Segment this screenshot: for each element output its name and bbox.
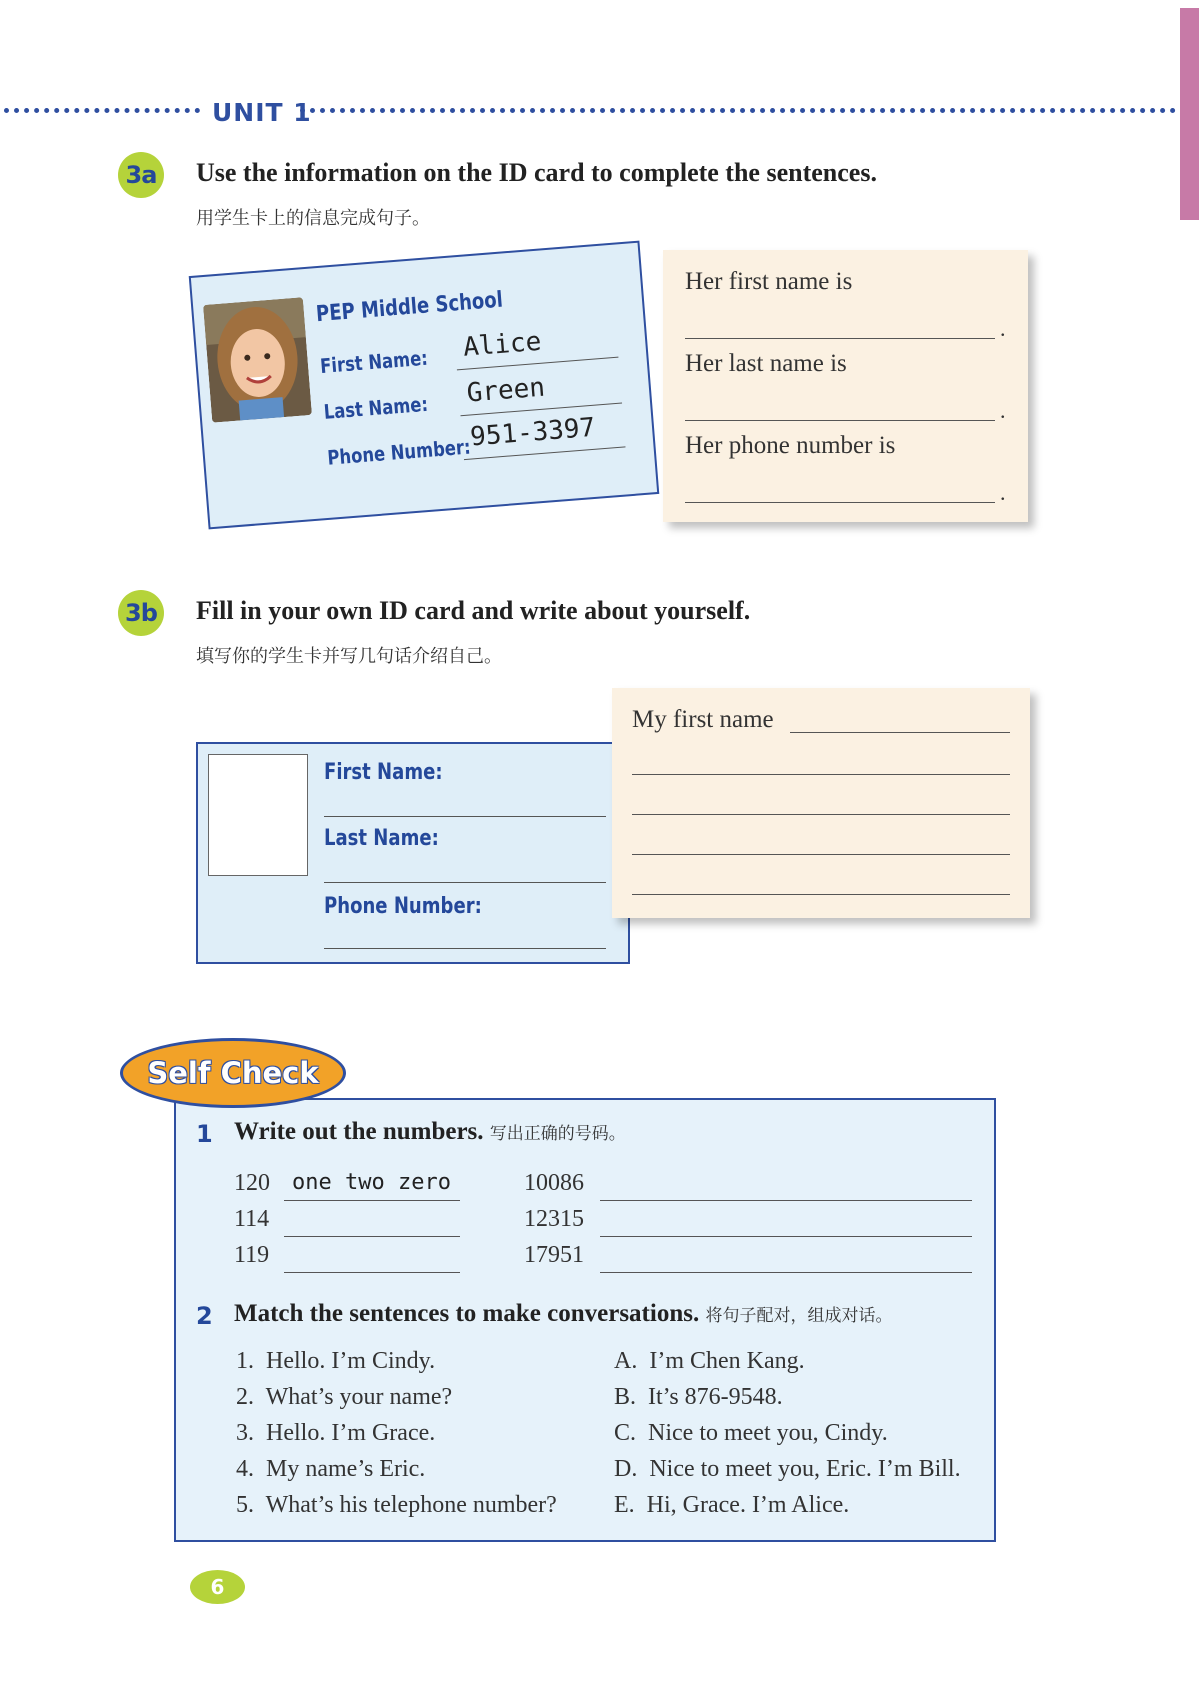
note-3b-line-3[interactable] [632,854,1010,855]
note-3a-period-3: . [1000,480,1006,505]
note-3b-start: My first name [632,706,774,733]
q1-line-17951[interactable] [600,1272,972,1273]
q2-heading [234,1300,892,1328]
q2-left-5: 5. What’s his telephone number? [236,1492,557,1518]
q1-line-119[interactable] [284,1272,460,1273]
id-first-name-value: Alice [462,326,543,363]
q1-number-114: 114 [234,1206,270,1232]
q2-right-e: E. Hi, Grace. I’m Alice. [614,1492,850,1518]
note-3a-sentence-2: Her last name is [685,350,847,377]
self-check-badge [120,1038,346,1108]
blank-phone-label: Phone Number: [324,894,482,919]
q1-number-17951: 17951 [524,1242,584,1268]
id-card-alice [189,241,660,530]
note-3b-line-1[interactable] [632,774,1010,775]
q1-line-12315[interactable] [600,1236,972,1237]
instruction-3b-cn: 填写你的学生卡并写几句话介绍自己。 [196,646,502,667]
instruction-3a: Use the information on the ID card to complete the sentences. [196,158,877,187]
id-card-blank [196,742,630,964]
note-3a-sentence-3: Her phone number is [685,432,896,459]
id-school-name: PEP Middle School [315,287,504,328]
header-dots-left [4,108,200,113]
page-number: 6 [190,1570,245,1604]
q1-number-120: 120 [234,1170,270,1196]
note-3b-line-4[interactable] [632,894,1010,895]
unit-title: UNIT 1 [212,98,312,127]
note-3a-period-1: . [1000,316,1006,341]
q2-right-a: A. I’m Chen Kang. [614,1348,805,1374]
note-3a [663,250,1028,522]
note-3b [612,688,1030,918]
q1-number-119: 119 [234,1242,270,1268]
blank-last-name-line[interactable] [324,882,606,883]
badge-3b: 3b [118,590,164,636]
page-edge-tab [1180,8,1199,220]
q2-left-3: 3. Hello. I’m Grace. [236,1420,436,1446]
q1-heading [234,1118,626,1146]
q1-heading-cn: 写出正确的号码。 [489,1124,626,1144]
photo-placeholder[interactable] [208,754,308,876]
id-phone-label: Phone Number: [326,434,472,470]
q2-right-c: C. Nice to meet you, Cindy. [614,1420,888,1446]
q1-line-10086[interactable] [600,1200,972,1201]
id-last-name-label: Last Name: [322,391,429,424]
header-dots-right [300,108,1196,113]
blank-last-name-label: Last Name: [324,826,439,851]
q2-heading-en: Match the sentences to make conversations. [234,1300,700,1327]
q2-left-2: 2. What’s your name? [236,1384,453,1410]
q2-right-b: B. It’s 876-9548. [614,1384,783,1410]
q2-left-1: 1. Hello. I’m Cindy. [236,1348,436,1374]
blank-phone-line[interactable] [324,948,606,949]
q1-heading-en: Write out the numbers. [234,1118,484,1145]
note-3b-line-2[interactable] [632,814,1010,815]
q2-right-d: D. Nice to meet you, Eric. I’m Bill. [614,1456,961,1482]
instruction-3b: Fill in your own ID card and write about yourself. [196,596,751,625]
q1-number-10086: 10086 [524,1170,584,1196]
note-3a-sentence-1: Her first name is [685,268,853,295]
blank-first-name-label: First Name: [324,760,443,785]
id-phone-value: 951-3397 [469,412,597,453]
badge-3a: 3a [118,152,164,198]
note-3b-line-0[interactable] [790,732,1010,733]
id-last-name-value: Green [465,372,547,409]
student-photo-icon [203,297,312,422]
q1-number-12315: 12315 [524,1206,584,1232]
q1-line-120[interactable] [284,1200,460,1201]
note-3a-line-3[interactable] [685,502,995,503]
note-3a-period-2: . [1000,398,1006,423]
q2-left-4: 4. My name’s Eric. [236,1456,426,1482]
q1-number: 1 [196,1120,213,1148]
note-3a-line-1[interactable] [685,338,995,339]
note-3a-line-2[interactable] [685,420,995,421]
id-first-name-label: First Name: [319,345,429,379]
q1-answer-120: one two zero [292,1170,451,1195]
blank-first-name-line[interactable] [324,816,606,817]
q1-line-114[interactable] [284,1236,460,1237]
q2-heading-cn: 将句子配对，组成对话。 [705,1306,893,1326]
self-check-box [174,1098,996,1542]
q2-number: 2 [196,1302,213,1330]
self-check-title: Self Check [147,1056,319,1090]
instruction-3a-cn: 用学生卡上的信息完成句子。 [196,208,430,229]
